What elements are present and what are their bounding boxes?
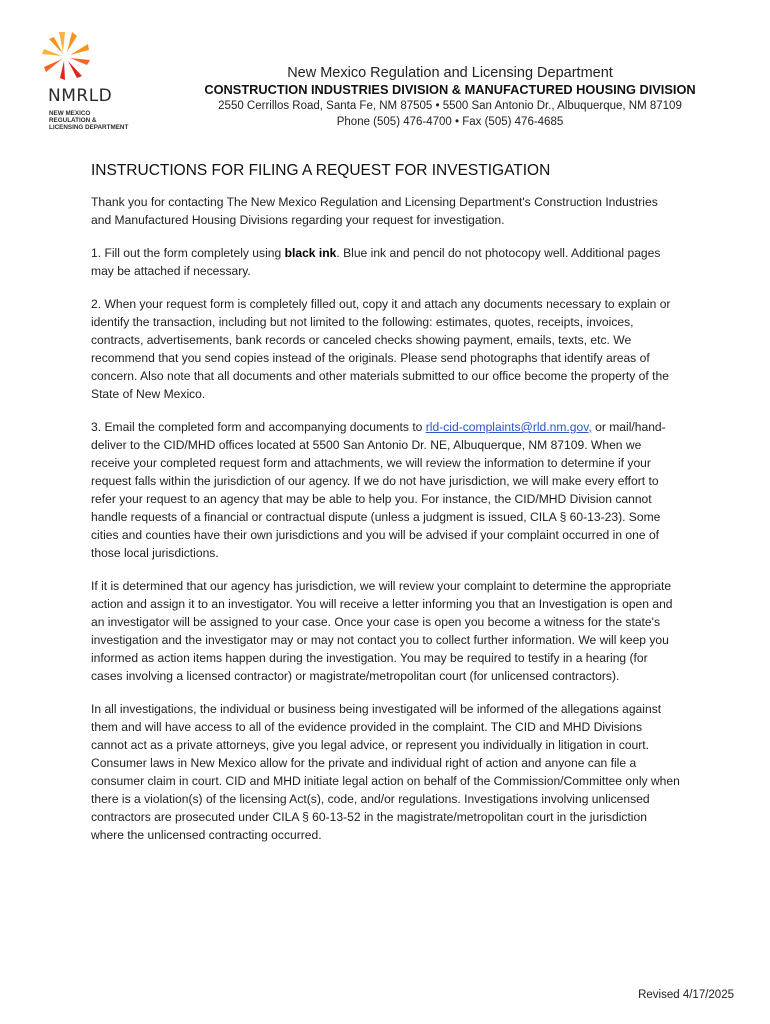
logo-sub-line: NEW MEXICO <box>49 110 91 117</box>
complaints-email-link[interactable]: rld-cid-complaints@rld.nm.gov, <box>425 420 592 434</box>
jurisdiction-paragraph: If it is determined that our agency has jurisdiction, we will review your complaint to determine the appropriate action and assign it to an investigator. You will receive a letter informing you that an Investigation is open and an investigator will be assigned to your case. Once your case is open you become a witness for the state's investigation and the investigator may or may not contact you to collect further information. We will keep you informed as action items happen during the investigation. You may be required to testify in a hearing (for cases involving a licensed contractor) or magistrate/metropolitan court (for unlicensed contractors). <box>91 579 673 683</box>
step-1-paragraph <box>91 244 681 280</box>
department-name: New Mexico Regulation and Licensing Department <box>287 65 613 81</box>
logo-sub-line: LICENSING DEPARTMENT <box>49 124 129 131</box>
letterhead <box>150 64 750 130</box>
division-name: CONSTRUCTION INDUSTRIES DIVISION & MANUFACTURED HOUSING DIVISION <box>204 82 696 97</box>
phone-line: Phone (505) 476-4700 • Fax (505) 476-4685 <box>336 116 564 128</box>
logo-subtitle <box>49 110 128 131</box>
black-ink-emphasis: black ink <box>284 246 337 260</box>
nmrld-logo <box>36 30 148 134</box>
step-1-text-end: . Blue ink and pencil do not photocopy well. Additional pages may be attached if necessary. <box>91 246 661 278</box>
logo-wordmark: NMRLD <box>48 86 113 106</box>
revision-date: Revised 4/17/2025 <box>638 989 734 1001</box>
investigations-paragraph: In all investigations, the individual or business being investigated will be informed of the allegations against them and will have access to all of the evidence provided in the complaint. The CID and MHD Divisions cannot act as a private attorneys, give you legal advice, or represent you individually in litigation in court. Consumer laws in New Mexico allow for the private and individual right of action and anyone can file a consumer claim in court. CID and MHD initiate legal action on behalf of the Commission/Committee only when there is a violation(s) of the licensing Act(s), code, and/or regulations. Investigations involving unlicensed contractors are prosecuted under CILA § 60-13-52 in the magistrate/metropolitan court in the jurisdiction where the unlicensed contracting occurred. <box>91 702 680 842</box>
sunburst-logo-icon <box>36 30 96 86</box>
document-body <box>91 193 681 859</box>
logo-sub-line: REGULATION & <box>49 117 97 124</box>
step-1-text: 1. Fill out the form completely using <box>91 246 285 260</box>
document-title: INSTRUCTIONS FOR FILING A REQUEST FOR INVESTIGATION <box>91 162 551 179</box>
step-2-paragraph: 2. When your request form is completely filled out, copy it and attach any documents necessary to explain or identify the transaction, including but not limited to the following: estimates, quotes, receipts, invoices, contracts, advertisements, bank records or canceled checks showing payment, emails, texts, etc. We recommend that you send copies instead of the originals. Please send photographs that identify areas of concern. Also note that all documents and other materials submitted to our office become the property of the State of New Mexico. <box>91 297 671 401</box>
step-3-text: 3. Email the completed form and accompanying documents to <box>91 420 426 434</box>
intro-paragraph: Thank you for contacting The New Mexico Regulation and Licensing Department's Construction Industries and Manufactured Housing Divisions regarding your request for investigation. <box>91 195 658 227</box>
address-line: 2550 Cerrillos Road, Santa Fe, NM 87505 • 5500 San Antonio Dr., Albuquerque, NM 87109 <box>218 100 682 112</box>
step-3-paragraph <box>91 418 681 562</box>
step-3-text-end: or mail/hand-deliver to the CID/MHD offices located at 5500 San Antonio Dr. NE, Albuquerque, NM 87109. When we receive your completed request form and attachments, we will review the information to determine if your request falls within the jurisdiction of our agency. If we do not have jurisdiction, we will make every effort to refer your request to an agency that may be able to help you. For instance, the CID/MHD Division cannot handle requests of a financial or contractual dispute (unless a judgment is issued, CILA § 60-13-23). Some cities and counties have their own jurisdictions and you will be advised if your complaint occurred in one of those local jurisdictions. <box>91 420 666 560</box>
